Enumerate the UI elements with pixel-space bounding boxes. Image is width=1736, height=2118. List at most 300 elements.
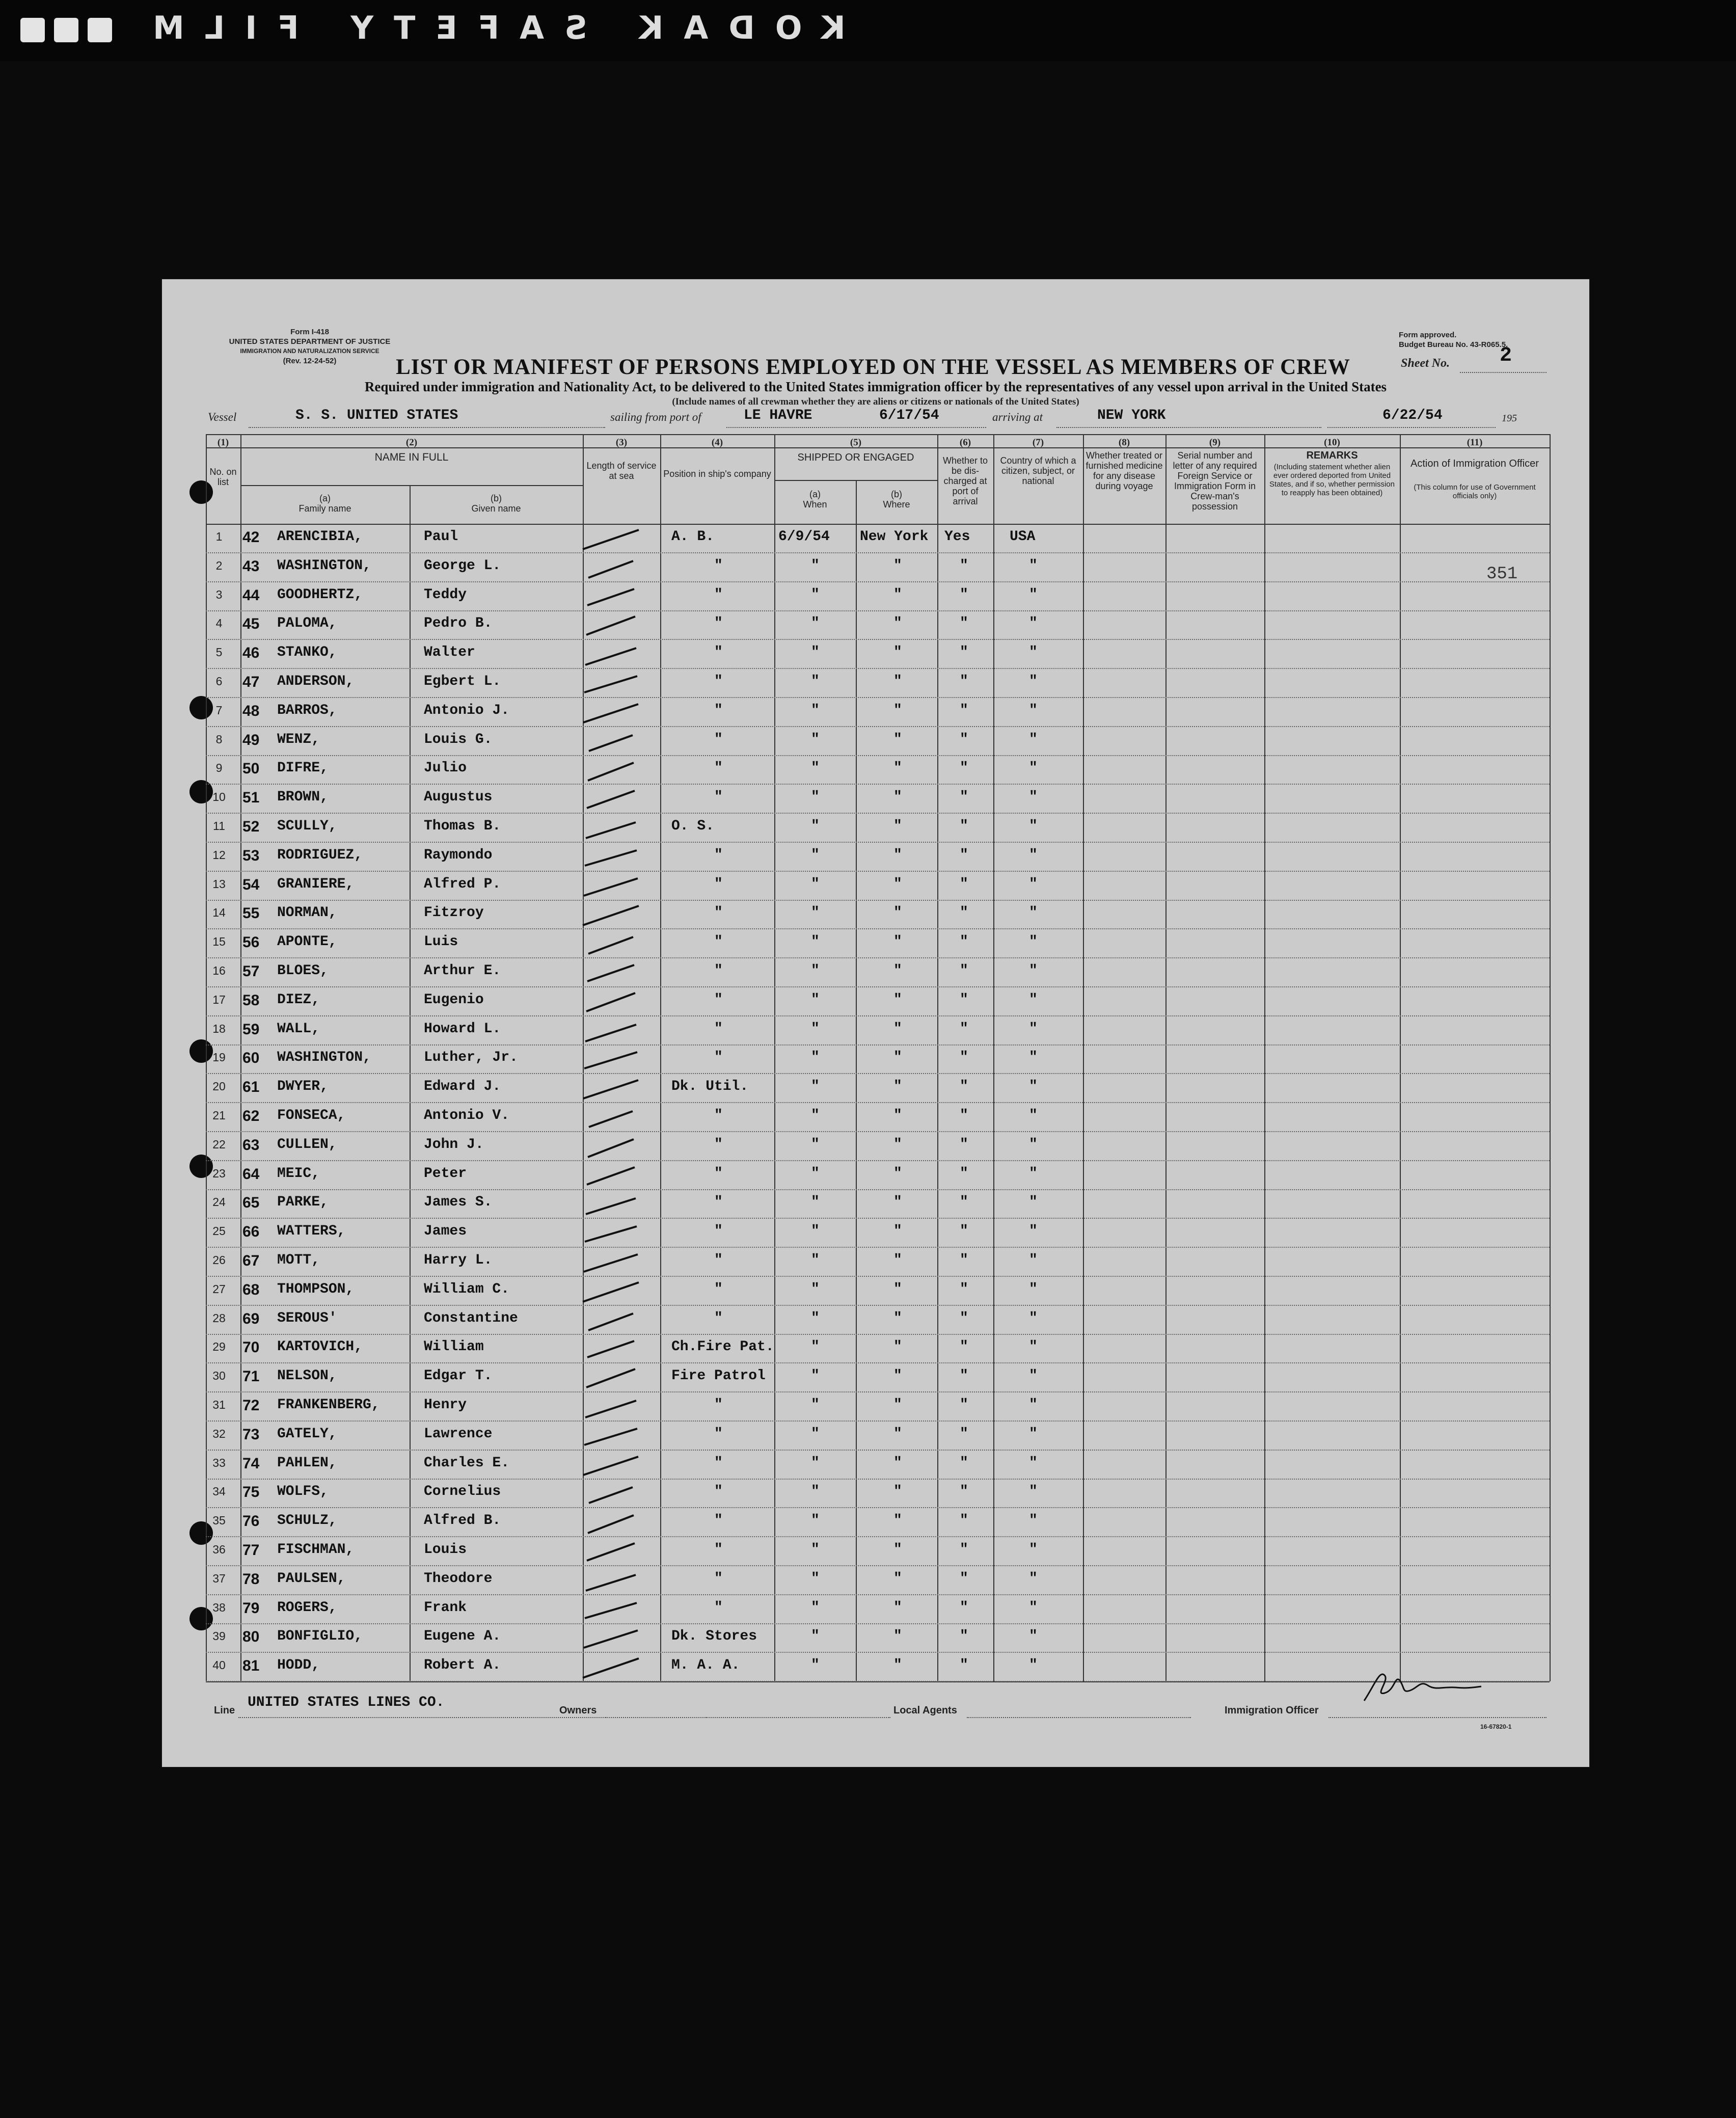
film-edge-text: KODAK SAFETY FILM [132, 9, 846, 46]
crew-number: 62 [242, 1108, 260, 1124]
shipped-when: " [811, 731, 820, 747]
given-name: Constantine [424, 1310, 518, 1326]
position-in-company: " [714, 674, 723, 689]
country-of-citizenship: " [1029, 1484, 1038, 1500]
discharged-at-arrival: " [960, 847, 968, 863]
family-name: STANKO, [277, 645, 337, 661]
family-name: NELSON, [277, 1368, 337, 1384]
family-name: WASHINGTON, [277, 557, 371, 574]
line-number: 36 [212, 1543, 226, 1556]
table-row [206, 1652, 1550, 1681]
col-3-number: (3) [615, 437, 628, 448]
shipped-when: " [811, 586, 820, 603]
shipped-when: " [811, 934, 820, 950]
service-checkmark [573, 1163, 649, 1188]
grid-line [206, 434, 1550, 435]
given-name: James S. [424, 1194, 493, 1211]
col-2b-heading: (b) Given name [471, 493, 521, 514]
country-of-citizenship: " [1029, 1657, 1038, 1674]
country-of-citizenship: USA [1010, 529, 1036, 545]
country-of-citizenship: " [1029, 1165, 1038, 1182]
given-name: Cornelius [424, 1484, 501, 1500]
line-number: 18 [212, 1022, 226, 1035]
shipping-line: UNITED STATES LINES CO. [248, 1695, 445, 1710]
line-number: 25 [212, 1224, 226, 1238]
col-3-heading: Length of service at sea [586, 461, 657, 481]
country-of-citizenship: " [1029, 674, 1038, 689]
crew-number: 63 [242, 1136, 260, 1154]
shipped-where: " [893, 1050, 902, 1066]
position-in-company: " [714, 934, 723, 950]
crew-number: 71 [242, 1368, 260, 1385]
position-in-company: " [714, 1570, 723, 1587]
table-row [206, 1103, 1550, 1132]
service-checkmark [573, 960, 649, 985]
service-checkmark [573, 815, 649, 841]
table-row [206, 1392, 1550, 1421]
crew-number: 53 [242, 847, 260, 864]
discharged-at-arrival: " [960, 1484, 968, 1500]
table-row [206, 1161, 1550, 1190]
port-to-underline [1056, 427, 1321, 428]
position-in-company: " [714, 1050, 723, 1066]
crew-number: 77 [242, 1542, 260, 1559]
line-number: 29 [212, 1340, 226, 1354]
given-name: Howard L. [424, 1021, 501, 1037]
position-in-company: " [714, 1136, 723, 1152]
row-divider [206, 1681, 1550, 1682]
table-row [206, 784, 1550, 813]
shipped-when: " [811, 1455, 820, 1471]
crew-number: 54 [242, 876, 260, 893]
crew-number: 80 [242, 1628, 260, 1646]
position-in-company: " [714, 1223, 723, 1240]
country-of-citizenship: " [1029, 1310, 1038, 1326]
family-name: PALOMA, [277, 615, 337, 632]
crew-number: 69 [242, 1310, 260, 1327]
discharged-at-arrival: " [960, 1252, 968, 1268]
crew-number: 76 [242, 1513, 260, 1530]
col-4-number: (4) [711, 437, 723, 448]
shipped-where: " [893, 1542, 902, 1558]
agents-label: Local Agents [893, 1705, 957, 1716]
sheet-underline [1460, 372, 1547, 373]
shipped-where: " [893, 702, 902, 718]
service-checkmark [573, 1394, 649, 1419]
family-name: WATTERS, [277, 1223, 346, 1240]
table-row [206, 900, 1550, 929]
table-row [206, 958, 1550, 987]
col-11-note: (This column for use of Government officials only) [1414, 483, 1536, 500]
line-number: 9 [215, 761, 223, 775]
line-number: 15 [212, 935, 226, 949]
line-number: 21 [212, 1109, 226, 1122]
line-number: 38 [212, 1600, 226, 1614]
shipped-when: " [811, 905, 820, 921]
shipped-where: " [893, 1397, 902, 1413]
country-of-citizenship: " [1029, 586, 1038, 603]
line-number: 4 [215, 616, 223, 630]
shipped-when: 6/9/54 [778, 529, 830, 545]
table-row [206, 755, 1550, 784]
shipped-where: " [893, 818, 902, 834]
port-from: LE HAVRE [744, 408, 812, 423]
line-number: 19 [212, 1051, 226, 1064]
service-checkmark [573, 1076, 649, 1101]
discharged-at-arrival: " [960, 1194, 968, 1211]
approval-text: Form approved. [1399, 331, 1457, 339]
table-row [206, 1623, 1550, 1652]
given-name: Antonio V. [424, 1108, 510, 1123]
service-checkmark [573, 1452, 649, 1478]
col-5b-heading: (b) Where [883, 489, 910, 510]
discharged-at-arrival: " [960, 1108, 968, 1123]
service-name: IMMIGRATION AND NATURALIZATION SERVICE [240, 347, 379, 355]
shipped-when: " [811, 1108, 820, 1123]
department-name: UNITED STATES DEPARTMENT OF JUSTICE [229, 337, 391, 346]
position-in-company: Fire Patrol [671, 1368, 766, 1384]
service-checkmark [573, 931, 649, 956]
service-checkmark [573, 873, 649, 899]
given-name: Luis [424, 934, 458, 950]
family-name: GATELY, [277, 1426, 337, 1442]
given-name: Edward J. [424, 1079, 501, 1095]
line-number: 16 [212, 964, 226, 977]
vessel-label: Vessel [208, 411, 237, 423]
given-name: Lawrence [424, 1426, 493, 1442]
given-name: Raymondo [424, 847, 493, 863]
shipped-when: " [811, 1223, 820, 1240]
table-row [206, 1247, 1550, 1276]
discharged-at-arrival: " [960, 1021, 968, 1037]
position-in-company: " [714, 645, 723, 661]
discharged-at-arrival: " [960, 1136, 968, 1152]
shipped-when: " [811, 847, 820, 863]
shipped-where: " [893, 1079, 902, 1095]
family-name: KARTOVICH, [277, 1339, 363, 1355]
family-name: FISCHMAN, [277, 1542, 355, 1558]
crew-number: 66 [242, 1223, 260, 1241]
discharged-at-arrival: " [960, 1050, 968, 1066]
line-number: 22 [212, 1137, 226, 1151]
shipped-when: " [811, 963, 820, 979]
shipped-when: " [811, 1397, 820, 1413]
service-checkmark [573, 526, 649, 551]
given-name: Antonio J. [424, 702, 510, 718]
country-of-citizenship: " [1029, 1281, 1038, 1297]
table-row [206, 1421, 1550, 1450]
service-checkmark [573, 1220, 649, 1246]
col-2-heading: NAME IN FULL [374, 451, 449, 463]
line-number: 2 [215, 558, 223, 572]
family-name: NORMAN, [277, 905, 337, 921]
crew-number: 68 [242, 1281, 260, 1298]
crew-number: 60 [242, 1050, 260, 1067]
shipped-where: " [893, 1657, 902, 1674]
service-checkmark [573, 1249, 649, 1275]
shipped-when: " [811, 760, 820, 776]
table-row [206, 1218, 1550, 1247]
col-10-note: (Including statement whether alien ever ordered deported from United States, and if so, whether permission to reapply has been obtained) [1269, 463, 1395, 497]
given-name: George L. [424, 557, 501, 574]
family-name: APONTE, [277, 934, 337, 950]
shipped-where: " [893, 1165, 902, 1182]
shipped-where: " [893, 1021, 902, 1037]
given-name: Fitzroy [424, 905, 484, 921]
discharged-at-arrival: " [960, 963, 968, 979]
table-row [206, 1334, 1550, 1363]
position-in-company: " [714, 963, 723, 979]
shipped-where: " [893, 1599, 902, 1616]
shipped-where: " [893, 1252, 902, 1268]
shipped-when: " [811, 1281, 820, 1297]
col-5a-heading: (a) When [803, 489, 827, 510]
family-name: MOTT, [277, 1252, 320, 1268]
table-row [206, 1508, 1550, 1537]
position-in-company: " [714, 615, 723, 632]
country-of-citizenship: " [1029, 789, 1038, 806]
shipped-when: " [811, 1194, 820, 1211]
table-row [206, 1044, 1550, 1074]
discharged-at-arrival: " [960, 1223, 968, 1240]
table-row [206, 1074, 1550, 1103]
family-name: WENZ, [277, 731, 320, 747]
shipped-where: " [893, 1194, 902, 1211]
agents-underline [967, 1717, 1191, 1718]
country-of-citizenship: " [1029, 1223, 1038, 1240]
family-name: ARENCIBIA, [277, 529, 363, 545]
vessel-underline [249, 427, 605, 428]
crew-number: 81 [242, 1657, 260, 1675]
page-title: LIST OR MANIFEST OF PERSONS EMPLOYED ON THE VESSEL AS MEMBERS OF CREW [396, 355, 1350, 379]
family-name: BROWN, [277, 789, 329, 806]
given-name: Julio [424, 760, 467, 776]
crew-number: 45 [242, 615, 260, 633]
shipped-when: " [811, 991, 820, 1008]
family-name: GOODHERTZ, [277, 586, 363, 603]
grid-line [1550, 434, 1551, 1681]
family-name: WASHINGTON, [277, 1050, 371, 1066]
discharged-at-arrival: " [960, 557, 968, 574]
position-in-company: Dk. Stores [671, 1628, 757, 1645]
country-of-citizenship: " [1029, 1021, 1038, 1037]
shipped-where: " [893, 963, 902, 979]
shipped-when: " [811, 1570, 820, 1587]
family-name: THOMPSON, [277, 1281, 355, 1297]
given-name: Robert A. [424, 1657, 501, 1674]
service-checkmark [573, 1134, 649, 1159]
country-of-citizenship: " [1029, 731, 1038, 747]
sheet-number: 2 [1500, 344, 1512, 367]
discharged-at-arrival: " [960, 934, 968, 950]
table-row [206, 727, 1550, 756]
crew-number: 50 [242, 760, 260, 778]
discharged-at-arrival: " [960, 731, 968, 747]
discharged-at-arrival: " [960, 615, 968, 632]
shipped-where: " [893, 1281, 902, 1297]
shipped-when: " [811, 1599, 820, 1616]
table-row [206, 1566, 1550, 1595]
col-5-number: (5) [850, 437, 862, 448]
country-of-citizenship: " [1029, 645, 1038, 661]
country-of-citizenship: " [1029, 963, 1038, 979]
position-in-company: " [714, 1310, 723, 1326]
given-name: Harry L. [424, 1252, 493, 1268]
table-row [206, 668, 1550, 698]
service-checkmark [573, 1365, 649, 1390]
position-in-company: " [714, 1455, 723, 1471]
crew-number: 72 [242, 1397, 260, 1414]
given-name: William [424, 1339, 484, 1355]
crew-number: 42 [242, 529, 260, 546]
country-of-citizenship: " [1029, 1599, 1038, 1616]
service-checkmark [573, 1307, 649, 1333]
shipped-where: " [893, 1310, 902, 1326]
position-in-company: " [714, 905, 723, 921]
discharged-at-arrival: " [960, 1513, 968, 1529]
position-in-company: " [714, 731, 723, 747]
col-10-heading: REMARKS [1306, 450, 1358, 461]
crew-number: 55 [242, 905, 260, 922]
shipped-where: " [893, 876, 902, 892]
position-in-company: A. B. [671, 529, 715, 545]
given-name: Charles E. [424, 1455, 510, 1471]
table-row [206, 987, 1550, 1016]
country-of-citizenship: " [1029, 1368, 1038, 1384]
table-row [206, 553, 1550, 582]
family-name: WOLFS, [277, 1484, 329, 1500]
family-name: PAHLEN, [277, 1455, 337, 1471]
crew-number: 79 [242, 1599, 260, 1617]
year-suffix: 195 [1502, 413, 1517, 424]
service-checkmark [573, 1191, 649, 1217]
family-name: WALL, [277, 1021, 320, 1037]
col-7-heading: Country of which a citizen, subject, or national [1000, 455, 1076, 486]
service-checkmark [573, 1423, 649, 1449]
given-name: Alfred P. [424, 876, 501, 892]
family-name: RODRIGUEZ, [277, 847, 363, 863]
family-name: HODD, [277, 1657, 320, 1674]
col-8-heading: Whether treated or furnished medicine for any disease during voyage [1086, 450, 1163, 491]
line-number: 31 [212, 1398, 226, 1411]
line-number: 24 [212, 1195, 226, 1209]
country-of-citizenship: " [1029, 818, 1038, 834]
given-name: Alfred B. [424, 1513, 501, 1529]
sailing-label: sailing from port of [610, 411, 701, 423]
table-row [206, 1479, 1550, 1508]
line-number: 35 [212, 1514, 226, 1527]
shipped-when: " [811, 702, 820, 718]
crew-number: 49 [242, 731, 260, 748]
position-in-company: " [714, 1281, 723, 1297]
service-checkmark [573, 757, 649, 783]
position-in-company: " [714, 876, 723, 892]
officer-underline [1328, 1717, 1547, 1718]
service-checkmark [573, 902, 649, 927]
col-9-heading: Serial number and letter of any required Foreign Service or Immigration Form in Crew-man's possession [1173, 450, 1257, 512]
shipped-when: " [811, 1628, 820, 1645]
position-in-company: " [714, 1194, 723, 1211]
service-checkmark [573, 1625, 649, 1651]
col-11-heading: Action of Immigration Officer [1410, 458, 1539, 469]
shipped-when: " [811, 1484, 820, 1500]
shipped-where: " [893, 615, 902, 632]
table-row [206, 929, 1550, 958]
table-row [206, 1305, 1550, 1334]
discharged-at-arrival: " [960, 1599, 968, 1616]
crew-number: 61 [242, 1079, 260, 1096]
crew-number: 43 [242, 557, 260, 575]
discharged-at-arrival: " [960, 1079, 968, 1095]
service-checkmark [573, 1568, 649, 1593]
shipped-where: " [893, 991, 902, 1008]
shipped-where: " [893, 1426, 902, 1442]
crew-number: 75 [242, 1484, 260, 1501]
country-of-citizenship: " [1029, 760, 1038, 776]
line-number: 17 [212, 993, 226, 1006]
col-5-heading: SHIPPED OR ENGAGED [797, 452, 914, 463]
service-checkmark [573, 1539, 649, 1564]
sprocket-hole [54, 18, 78, 42]
col-11-number: (11) [1467, 437, 1483, 448]
crew-number: 59 [242, 1021, 260, 1038]
country-of-citizenship: " [1029, 1397, 1038, 1413]
shipped-where: " [893, 1484, 902, 1500]
given-name: Henry [424, 1397, 467, 1413]
given-name: Louis G. [424, 731, 493, 747]
shipped-when: " [811, 1657, 820, 1674]
shipped-when: " [811, 1021, 820, 1037]
service-checkmark [573, 1018, 649, 1043]
shipped-where: " [893, 586, 902, 603]
shipped-where: " [893, 1339, 902, 1355]
line-number: 30 [212, 1369, 226, 1383]
shipped-when: " [811, 1513, 820, 1529]
col-1-number: (1) [217, 437, 229, 448]
shipped-when: " [811, 1426, 820, 1442]
country-of-citizenship: " [1029, 1426, 1038, 1442]
crew-number: 78 [242, 1570, 260, 1588]
officer-label: Immigration Officer [1225, 1705, 1319, 1716]
given-name: Peter [424, 1165, 467, 1182]
service-checkmark [573, 555, 649, 580]
position-in-company: " [714, 1513, 723, 1529]
crew-number: 52 [242, 818, 260, 835]
given-name: Theodore [424, 1570, 493, 1587]
family-name: DWYER, [277, 1079, 329, 1095]
crew-number: 73 [242, 1426, 260, 1443]
page-subtitle: Required under immigration and Nationality Act, to be delivered to the United States immigration officer by the representatives of any vessel upon arrival in the United States [364, 379, 1387, 394]
family-name: FRANKENBERG, [277, 1397, 380, 1413]
crew-number: 70 [242, 1339, 260, 1356]
family-name: DIEZ, [277, 991, 320, 1008]
given-name: Louis [424, 1542, 467, 1558]
position-in-company: O. S. [671, 818, 715, 834]
crew-number: 64 [242, 1165, 260, 1183]
family-name: GRANIERE, [277, 876, 355, 892]
service-checkmark [573, 700, 649, 725]
service-checkmark [573, 641, 649, 667]
family-name: SCHULZ, [277, 1513, 337, 1529]
country-of-citizenship: " [1029, 905, 1038, 921]
discharged-at-arrival: " [960, 1628, 968, 1645]
grid-line [240, 485, 583, 486]
service-checkmark [573, 671, 649, 696]
budget-bureau: Budget Bureau No. 43-R065.5. [1399, 340, 1508, 349]
shipped-when: " [811, 674, 820, 689]
family-name: SEROUS' [277, 1310, 337, 1326]
discharged-at-arrival: " [960, 586, 968, 603]
